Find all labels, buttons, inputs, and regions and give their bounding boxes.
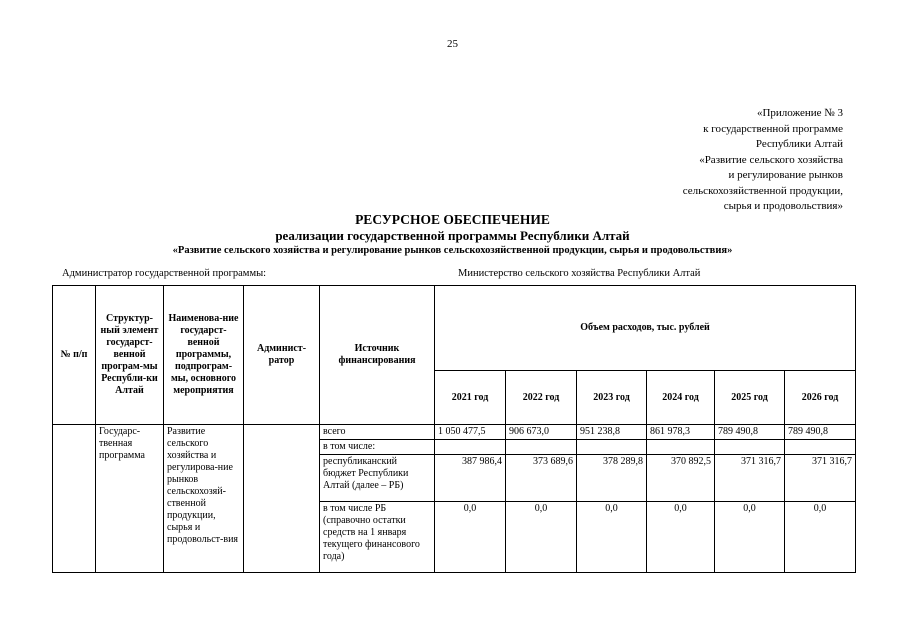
cell-value — [577, 440, 647, 455]
page-number: 25 — [447, 38, 458, 50]
administrator-label: Администратор государственной программы: — [62, 268, 267, 279]
cell-funding-source: республиканский бюджет Республики Алтай (далее – РБ) — [320, 455, 435, 502]
table-header-row — [53, 286, 856, 371]
header-year: 2021 год — [435, 371, 506, 425]
cell-value — [785, 440, 856, 455]
appendix-reference — [583, 106, 843, 215]
cell-funding-source: в том числе РБ (справочно остатки средств на 1 января текущего финансового года) — [320, 502, 435, 573]
cell-value: 0,0 — [577, 502, 647, 573]
header-year: 2024 год — [647, 371, 715, 425]
cell-value: 789 490,8 — [715, 425, 785, 440]
cell-value: 0,0 — [647, 502, 715, 573]
table-row — [53, 425, 856, 440]
appendix-line: и регулирование рынков — [728, 169, 843, 181]
cell-value: 378 289,8 — [577, 455, 647, 502]
title-program-name: «Развитие сельского хозяйства и регулирование рынков сельскохозяйственной продукции, сырья и продовольствия» — [172, 245, 733, 256]
appendix-line: «Приложение № 3 — [756, 107, 843, 119]
cell-funding-source: всего — [320, 425, 435, 440]
document-title — [0, 212, 905, 258]
cell-funding-source: в том числе: — [320, 440, 435, 455]
appendix-line: «Развитие сельского хозяйства — [699, 153, 843, 166]
cell-value: 789 490,8 — [785, 425, 856, 440]
administrator-value: Министерство сельского хозяйства Республики Алтай — [458, 268, 701, 279]
cell-value: 861 978,3 — [647, 425, 715, 440]
header-year: 2023 год — [577, 371, 647, 425]
header-num: № п/п — [53, 286, 96, 425]
cell-value: 370 892,5 — [647, 455, 715, 502]
resource-table — [52, 285, 856, 573]
appendix-line: к государственной программе — [703, 122, 843, 135]
appendix-line: сырья и продовольствия» — [723, 200, 843, 212]
cell-value: 387 986,4 — [435, 455, 506, 502]
header-funding-source: Источник финансирования — [320, 286, 435, 425]
cell-administrator — [244, 425, 320, 573]
cell-program-name: Развитие сельского хозяйства и регулирова-ние рынков сельскохозяй-ственной продукции, сырья и продовольст-вия — [164, 425, 244, 573]
header-expenses: Объем расходов, тыс. рублей — [435, 286, 856, 371]
cell-value: 0,0 — [435, 502, 506, 573]
title-subtitle: реализации государственной программы Республики Алтай — [275, 228, 630, 243]
header-structural-element: Структур-ный элемент государст-венной програм-мы Республи-ки Алтай — [96, 286, 164, 425]
cell-value — [506, 440, 577, 455]
cell-structural-element: Государс-твенная программа — [96, 425, 164, 573]
cell-value: 373 689,6 — [506, 455, 577, 502]
title-main: РЕСУРСНОЕ ОБЕСПЕЧЕНИЕ — [355, 212, 550, 227]
appendix-line: Республики Алтай — [755, 138, 843, 150]
header-year: 2022 год — [506, 371, 577, 425]
cell-value — [647, 440, 715, 455]
appendix-line: сельскохозяйственной продукции, — [682, 184, 843, 197]
cell-value: 0,0 — [506, 502, 577, 573]
cell-value: 951 238,8 — [577, 425, 647, 440]
cell-value: 0,0 — [785, 502, 856, 573]
cell-num — [53, 425, 96, 573]
cell-value: 906 673,0 — [506, 425, 577, 440]
cell-value: 0,0 — [715, 502, 785, 573]
cell-value: 371 316,7 — [715, 455, 785, 502]
cell-value — [435, 440, 506, 455]
cell-value — [715, 440, 785, 455]
cell-value: 371 316,7 — [785, 455, 856, 502]
header-year: 2026 год — [785, 371, 856, 425]
header-program-name: Наименова-ние государст-венной программы, подпрограм-мы, основного мероприятия — [164, 286, 244, 425]
cell-value: 1 050 477,5 — [435, 425, 506, 440]
header-administrator: Админист-ратор — [244, 286, 320, 425]
header-year: 2025 год — [715, 371, 785, 425]
